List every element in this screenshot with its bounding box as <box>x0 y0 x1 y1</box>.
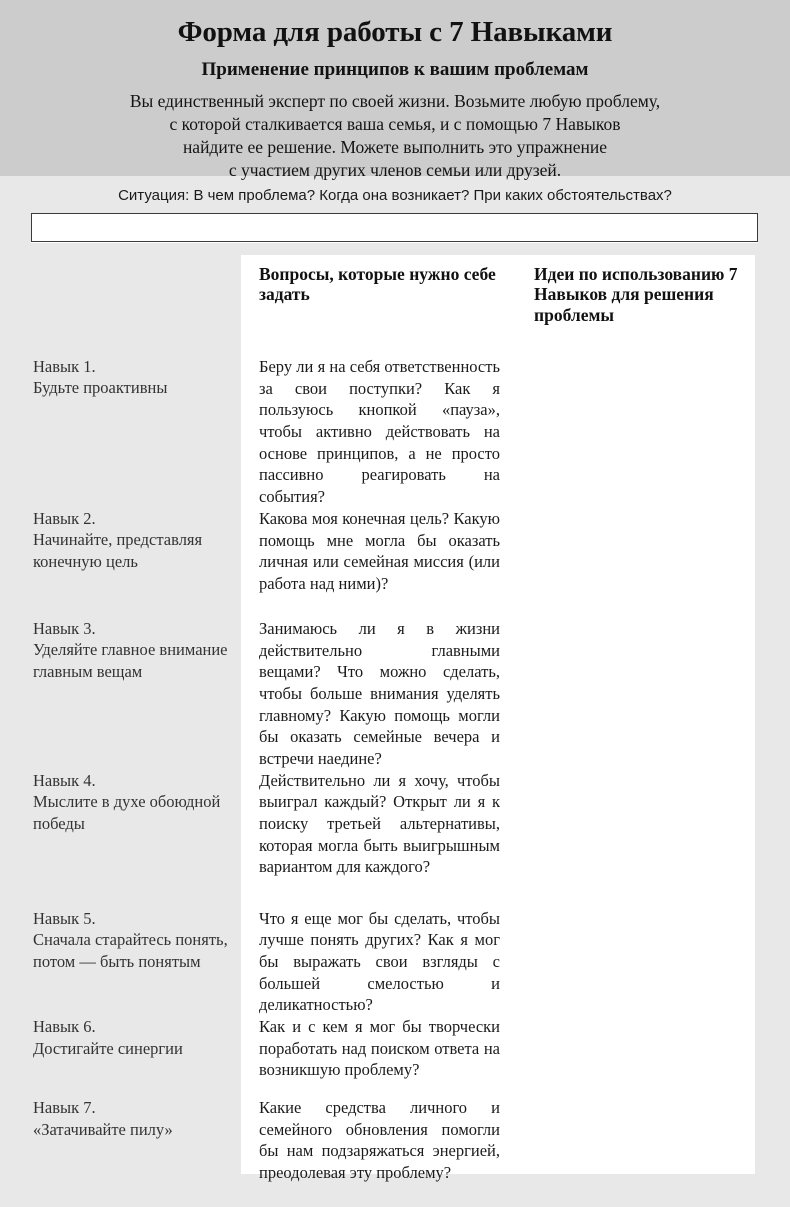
page-subtitle: Применение принципов к вашим проблемам <box>201 59 589 81</box>
habit-number: Навык 4. <box>33 770 96 790</box>
habit-number: Навык 3. <box>33 618 96 638</box>
table-row <box>0 348 790 508</box>
document-header <box>0 0 790 180</box>
table-row <box>0 1016 790 1097</box>
idea-input-cell[interactable] <box>517 508 790 518</box>
table-row <box>0 618 790 770</box>
intro-line: Вы единственный эксперт по своей жизни. Возьмите любую проблему, <box>129 91 661 112</box>
habit-number: Навык 1. <box>33 357 96 376</box>
question-cell: Занимаюсь ли я в жизни действительно главными вещами? Что можно сделать, чтобы больше внимания уделять главному? Какую помощь могли бы оказать семейные вечера и встречи наедине? <box>259 618 500 768</box>
intro-line: найдите ее решение. Можете выполнить это упражнение <box>182 136 608 157</box>
table-row <box>0 508 790 618</box>
habit-number: Навык 6. <box>33 1017 96 1037</box>
situation-label: Ситуация: В чем проблема? Когда она возникает? При каких обстоятельствах? <box>118 187 672 204</box>
habit-name: Будьте проактивны <box>33 378 168 398</box>
habit-name: Мыслите в духе обоюдной победы <box>33 792 221 833</box>
intro-line: с участием других членов семьи или друзей. <box>228 159 562 180</box>
column-header-habit <box>0 255 241 264</box>
habit-cell <box>0 508 241 572</box>
idea-input-cell[interactable] <box>517 908 790 918</box>
habit-cell <box>0 770 241 834</box>
habit-cell <box>0 908 241 972</box>
intro-paragraph <box>45 90 745 181</box>
page-title: Форма для работы с 7 Навыками <box>177 16 613 48</box>
idea-input-cell[interactable] <box>517 356 790 366</box>
question-cell: Действительно ли я хочу, чтобы выиграл каждый? Открыт ли я к поиску третьей альтернативы, которая могла быть выигрышным вариантом для каждого? <box>259 770 500 877</box>
habit-cell <box>0 356 241 399</box>
habit-number: Навык 5. <box>33 908 96 928</box>
habit-cell <box>0 1016 241 1059</box>
habit-cell <box>0 618 241 682</box>
question-cell: Какие средства личного и семейного обновления помогли бы нам подзаряжаться энергией, преодолевая эту проблему? <box>259 1098 500 1183</box>
column-header-questions: Вопросы, которые нужно себе задать <box>259 264 496 305</box>
question-cell: Беру ли я на себя ответственность за свои поступки? Как я пользуюсь кнопкой «пауза», чтобы активно действовать на основе принципов, а не просто пассивно реагировать на события? <box>259 357 500 507</box>
habit-number: Навык 2. <box>33 508 96 528</box>
question-cell: Как и с кем я мог бы творчески поработать над поиском ответа на возникшую проблему? <box>259 1017 500 1080</box>
habit-name: Сначала старайтесь понять, потом — быть понятым <box>33 930 228 971</box>
habits-table <box>0 255 790 1207</box>
intro-line: с которой сталкивается ваша семья, и с помощью 7 Навыков <box>169 114 621 135</box>
habit-name: Достигайте синергии <box>33 1038 183 1058</box>
situation-section <box>0 176 790 242</box>
idea-input-cell[interactable] <box>517 1016 790 1026</box>
question-cell: Какова моя конечная цель? Какую помощь мне могла бы оказать личная или семейная миссия (или работа над ними)? <box>259 508 500 593</box>
table-header-row <box>0 255 790 348</box>
habit-name: «Затачивайте пилу» <box>33 1119 173 1139</box>
habit-name: Уделяйте главное внимание главным вещам <box>33 640 228 681</box>
idea-input-cell[interactable] <box>517 618 790 628</box>
table-row <box>0 770 790 908</box>
table-row <box>0 1097 790 1207</box>
habit-number: Навык 7. <box>33 1098 96 1118</box>
situation-input[interactable] <box>31 213 758 242</box>
habit-cell <box>0 1097 241 1140</box>
idea-input-cell[interactable] <box>517 770 790 780</box>
idea-input-cell[interactable] <box>517 1097 790 1107</box>
question-cell: Что я еще мог бы сделать, чтобы лучше понять других? Как я мог бы выражать свои взгляды с большей смелостью и деликатностью? <box>259 908 500 1015</box>
table-row <box>0 908 790 1016</box>
column-header-ideas: Идеи по использованию 7 Навыков для решения проблемы <box>534 264 738 325</box>
habit-name: Начинайте, представляя конечную цель <box>33 530 203 571</box>
